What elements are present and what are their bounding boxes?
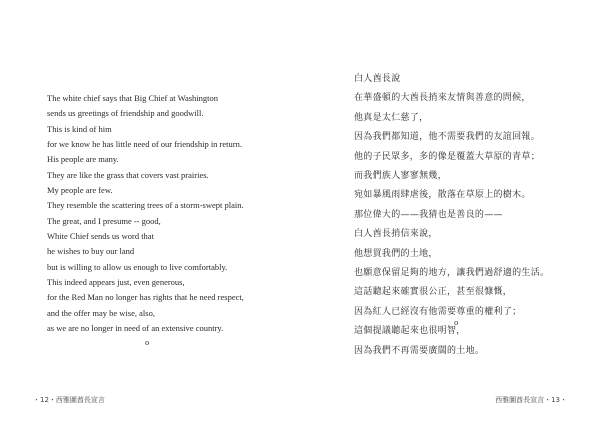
poem-line: and the offer may be wise, also, bbox=[47, 307, 155, 318]
right-page bbox=[300, 0, 600, 438]
poem-line: 宛如暴風雨肆虐後，散落在草原上的樹木。 bbox=[354, 190, 531, 201]
poem-line: My people are few. bbox=[47, 185, 113, 196]
poem-line: 白人酋長說 bbox=[354, 74, 401, 84]
page-footer: 西雅圖酋長宣言・13・ bbox=[495, 396, 567, 404]
poem-line: sends us greetings of friendship and goodwill. bbox=[47, 108, 204, 119]
poem-line: 他真是太仁慈了， bbox=[354, 112, 429, 123]
poem-line: The white chief says that Big Chief at Washington bbox=[47, 93, 219, 103]
end-mark: o bbox=[145, 339, 150, 347]
poem-line: 白人酋長捎信來說， bbox=[354, 229, 438, 240]
poem-line: 因為我們都知道，他不需要我們的友誼回報。 bbox=[354, 132, 541, 143]
poem-line: 他的子民眾多，多的像是覆蓋大草原的青草； bbox=[354, 151, 541, 162]
poem-line: 那位偉大的——我猜也是善良的—— bbox=[354, 209, 503, 220]
poem-line: This indeed appears just, even generous, bbox=[47, 277, 185, 288]
poem-line: 他想買我們的土地， bbox=[354, 248, 438, 259]
poem-line: he wishes to buy our land bbox=[47, 246, 135, 257]
poem-line: 而我們族人寥寥無幾， bbox=[354, 171, 448, 182]
english-poem bbox=[47, 91, 244, 337]
poem-line: 因為紅人已經沒有他需要尊重的權利了； bbox=[354, 306, 522, 317]
chinese-poem bbox=[354, 70, 549, 361]
poem-line: White Chief sends us word that bbox=[47, 231, 154, 242]
poem-line: The great, and I presume -- good, bbox=[47, 215, 161, 226]
page-footer: ・12・西雅圖酋長宣言 bbox=[33, 396, 105, 404]
poem-line: for the Red Man no longer has rights that he need respect, bbox=[47, 292, 244, 303]
poem-line: 這個提議聽起來也很明智， bbox=[354, 326, 466, 337]
poem-line: 因為我們不再需要廣闊的土地。 bbox=[354, 345, 485, 356]
poem-line: 也願意保留足夠的地方，讓我們過舒適的生活。 bbox=[354, 268, 550, 279]
poem-line: as we are no longer in need of an extensive country. bbox=[47, 323, 224, 334]
poem-line: This is kind of him bbox=[47, 123, 112, 134]
poem-line: His people are many. bbox=[47, 154, 119, 165]
poem-line: but is willing to allow us enough to live comfortably. bbox=[47, 261, 228, 272]
poem-line: 這話聽起來確實很公正，甚至很慷慨， bbox=[354, 287, 513, 298]
poem-line: 在華盛頓的大酋長捎來友情與善意的問候， bbox=[354, 93, 531, 104]
end-mark: o bbox=[454, 319, 459, 327]
poem-line: They are like the grass that covers vast prairies. bbox=[47, 169, 209, 180]
poem-line: They resemble the scattering trees of a storm-swept plain. bbox=[47, 200, 244, 211]
poem-line: for we know he has little need of our friendship in return. bbox=[47, 139, 242, 150]
